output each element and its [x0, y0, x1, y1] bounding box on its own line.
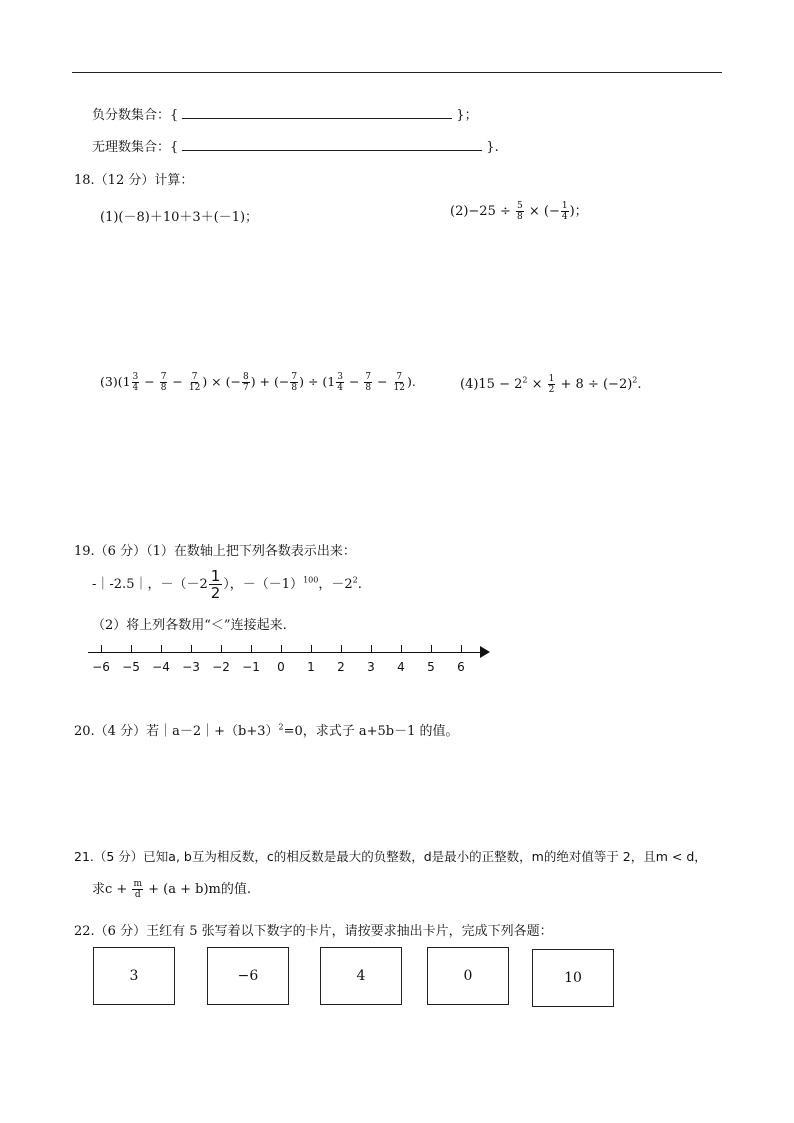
number-line	[88, 652, 484, 653]
axis-tick-label: −4	[152, 660, 170, 674]
axis-tick	[251, 645, 252, 652]
q21-line2: 求c + $\frac{m}{d}$ + (a + b)m的值.	[92, 879, 251, 900]
axis-tick	[401, 645, 402, 652]
number-card[interactable]: −6	[207, 947, 289, 1005]
axis-tick-label: 6	[457, 660, 465, 674]
q18-part3: (3)(1 $\frac{3}{4}$ − $\frac{7}{8}$ − $\frac{7}{12}$ ) × (− $\frac{8}{7}$ ) + (− $\frac{7}{8}$ ) ÷ (1 $\frac{3}{4}$ − $\frac{7}{8}$ − $\frac{7}{12}$ ).	[100, 372, 416, 393]
axis-tick	[431, 645, 432, 652]
arrow-right-icon	[480, 646, 490, 658]
axis-tick-label: 2	[337, 660, 345, 674]
axis-tick-label: −3	[182, 660, 200, 674]
q21-line1: 21.（5 分）已知a, b互为相反数，c的相反数是最大的负整数，d是最小的正整数，m的绝对值等于 2，且m < d，	[74, 849, 707, 864]
axis-tick-label: 3	[367, 660, 375, 674]
set-label: 无理数集合：	[92, 140, 171, 155]
fraction: $\frac{m}{d}$	[133, 879, 142, 900]
axis-tick-label: −5	[122, 660, 140, 674]
axis-tick-label: −1	[242, 660, 260, 674]
q19-title: 19.（6 分）（1）在数轴上把下列各数表示出来：	[74, 544, 356, 559]
q18-part2: (2)−25 ÷ $\frac{5}{8}$ × (− $\frac{1}{4}$ )；	[450, 201, 588, 222]
answer-blank[interactable]	[182, 106, 452, 119]
q18-title: 18.（12 分）计算：	[74, 173, 194, 188]
axis-tick	[191, 645, 192, 652]
axis-tick	[161, 645, 162, 652]
q22-title: 22.（6 分）王红有 5 张写着以下数字的卡片，请按要求抽出卡片，完成下列各题：	[74, 924, 553, 939]
axis-tick	[341, 645, 342, 652]
fraction: $\frac{5}{8}$	[517, 201, 523, 222]
number-card[interactable]: 0	[427, 947, 509, 1005]
axis-tick	[461, 645, 462, 652]
q20-text: 20.（4 分）若$|a-2|+(b+3)^2=0$，求式子 a+5b－1 的值。	[74, 722, 459, 739]
q18-part4: $(4)15 - 2^2$ × $\frac{1}{2}$ + $8 \div (-2)^2$.	[460, 374, 642, 395]
negative-fraction-set: 负分数集合：{ }；	[92, 108, 478, 123]
answer-blank[interactable]	[182, 138, 482, 151]
fraction: $\frac{1}{2}$	[210, 567, 221, 602]
irrational-set: 无理数集合：{ }.	[92, 140, 499, 155]
axis-tick	[131, 645, 132, 652]
axis-tick	[101, 645, 102, 652]
q18-part1: (1)(－8)＋10＋3＋(－1)；	[100, 210, 259, 225]
fraction: $\frac{1}{4}$	[561, 201, 568, 222]
q19-part2: （2）将上列各数用“＜”连接起来.	[92, 618, 287, 633]
axis-tick	[311, 645, 312, 652]
q19-numbers: -｜-2.5｜，－（－2 $\frac{1}{2}$ ），$-(-1)^{100}$，$-2^2$.	[92, 567, 362, 602]
header-rule	[72, 72, 722, 73]
axis-tick	[281, 645, 282, 652]
axis-tick-label: 0	[277, 660, 285, 674]
axis-tick	[371, 645, 372, 652]
axis-tick-label: −6	[92, 660, 110, 674]
number-card[interactable]: 3	[93, 947, 175, 1005]
axis-tick-label: 5	[427, 660, 435, 674]
axis-tick	[221, 645, 222, 652]
axis-tick-label: 4	[397, 660, 405, 674]
axis-tick-label: −2	[212, 660, 230, 674]
number-card[interactable]: 10	[532, 949, 614, 1007]
set-label: 负分数集合：	[92, 108, 171, 123]
number-card[interactable]: 4	[320, 947, 402, 1005]
axis-tick-label: 1	[307, 660, 315, 674]
